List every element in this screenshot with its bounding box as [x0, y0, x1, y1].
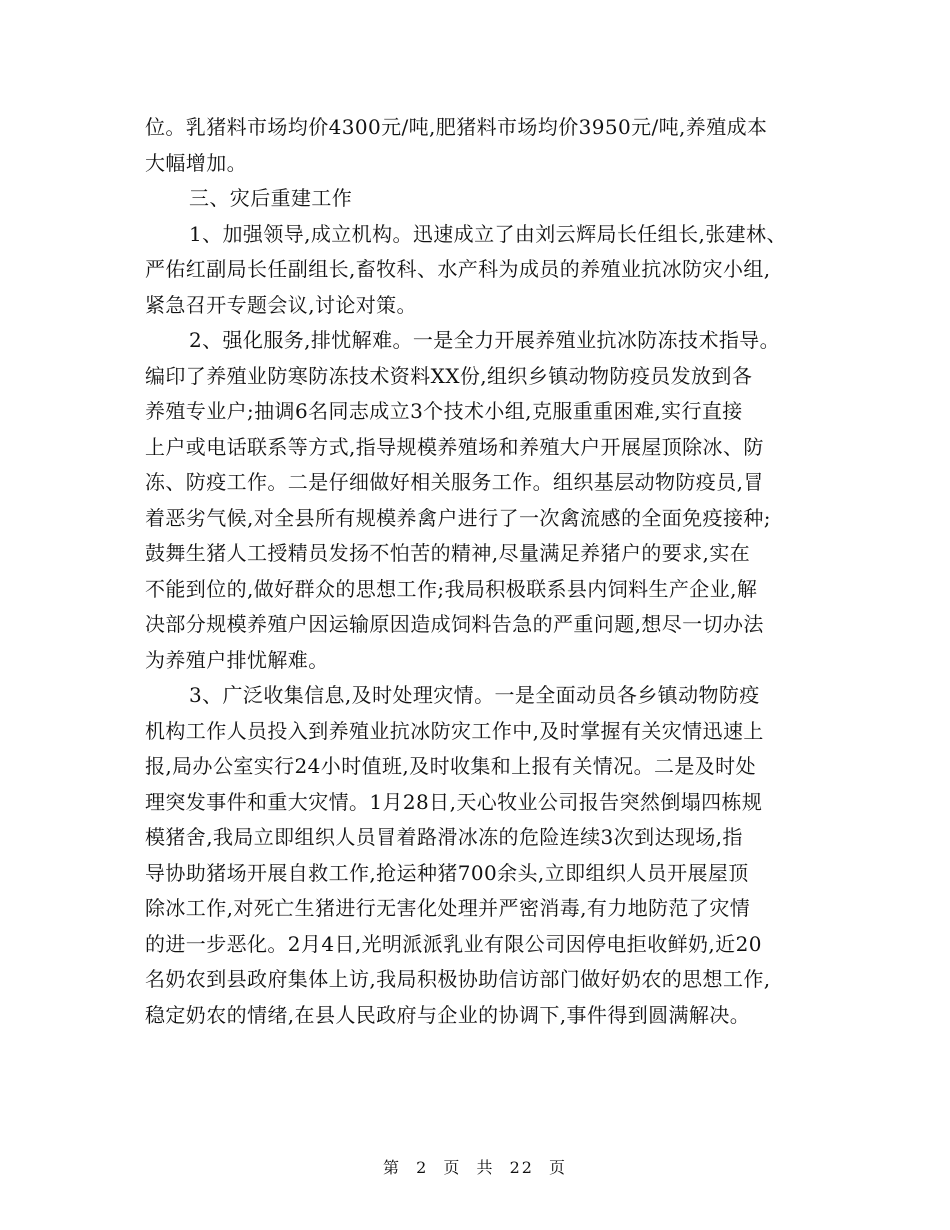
text-line: 着恶劣气候,对全县所有规模养禽户进行了一次禽流感的全面免疫接种;	[145, 505, 771, 530]
text-line: 为养殖户排忧解难。	[145, 647, 329, 672]
text-line: 名奶农到县政府集体上访,我局积极协助信访部门做好奶农的思想工作,	[145, 967, 771, 991]
footer-label-ye-2: 页	[549, 1158, 568, 1177]
text-line: 严佑红副局长任副组长,畜牧科、水产科为成员的养殖业抗冰防灾小组,	[145, 257, 771, 281]
paragraph-start: 3、广泛收集信息,及时处理灾情。一是全面动员各乡镇动物防疫	[189, 683, 760, 707]
total-page-count: 22	[509, 1158, 534, 1177]
document-body	[145, 110, 815, 1033]
text-line: 报,局办公室实行24小时值班,及时收集和上报有关情况。二是及时处	[145, 754, 756, 778]
text-line: 理突发事件和重大灾情。1月28日,天心牧业公司报告突然倒塌四栋规	[145, 789, 763, 814]
text-line: 模猪舍,我局立即组织人员冒着路滑冰冻的危险连续3次到达现场,指	[145, 825, 743, 849]
text-line: 紧急召开专题会议,讨论对策。	[145, 292, 417, 317]
text-line: 冻、防疫工作。二是仔细做好相关服务工作。组织基层动物防疫员,冒	[145, 470, 764, 494]
text-line: 机构工作人员投入到养殖业抗冰防灾工作中,及时掌握有关灾情迅速上	[145, 718, 764, 743]
paragraph-start: 2、强化服务,排忧解难。一是全力开展养殖业抗冰防冻技术指导。	[189, 328, 781, 352]
text-line: 决部分规模养殖户因运输原因造成饲料告急的严重问题,想尽一切办法	[145, 612, 764, 636]
page-footer	[0, 1155, 950, 1178]
text-line: 鼓舞生猪人工授精员发扬不怕苦的精神,尽量满足养猪户的要求,实在	[145, 541, 751, 565]
text-line: 养殖专业户;抽调6名同志成立3个技术小组,克服重重困难,实行直接	[145, 399, 743, 423]
text-line: 导协助猪场开展自救工作,抢运种猪700余头,立即组织人员开展屋顶	[145, 860, 749, 885]
text-line: 的进一步恶化。2月4日,光明派派乳业有限公司因停电拒收鲜奶,近20	[145, 931, 762, 956]
text-line: 大幅增加。	[145, 150, 247, 175]
text-line: 稳定奶农的情绪,在县人民政府与企业的协调下,事件得到圆满解决。	[145, 1002, 751, 1027]
text-line: 位。乳猪料市场均价4300元/吨,肥猪料市场均价3950元/吨,养殖成本	[145, 115, 768, 139]
text-line: 上户或电话联系等方式,指导规模养殖场和养殖大户开展屋顶除冰、防	[145, 434, 764, 459]
text-line: 不能到位的,做好群众的思想工作;我局积极联系县内饲料生产企业,解	[145, 576, 758, 601]
section-heading: 三、灾后重建工作	[189, 186, 353, 210]
paragraph-start: 1、加强领导,成立机构。迅速成立了由刘云辉局长任组长,张建林、	[189, 221, 787, 246]
text-line: 除冰工作,对死亡生猪进行无害化处理并严密消毒,有力地防范了灾情	[145, 896, 751, 920]
footer-label-gong: 共	[476, 1158, 495, 1177]
text-line: 编印了养殖业防寒防冻技术资料XX份,组织乡镇动物防疫员发放到各	[145, 363, 753, 388]
footer-label-di: 第	[382, 1158, 401, 1177]
current-page-number: 2	[416, 1158, 429, 1177]
footer-label-ye: 页	[443, 1158, 462, 1177]
